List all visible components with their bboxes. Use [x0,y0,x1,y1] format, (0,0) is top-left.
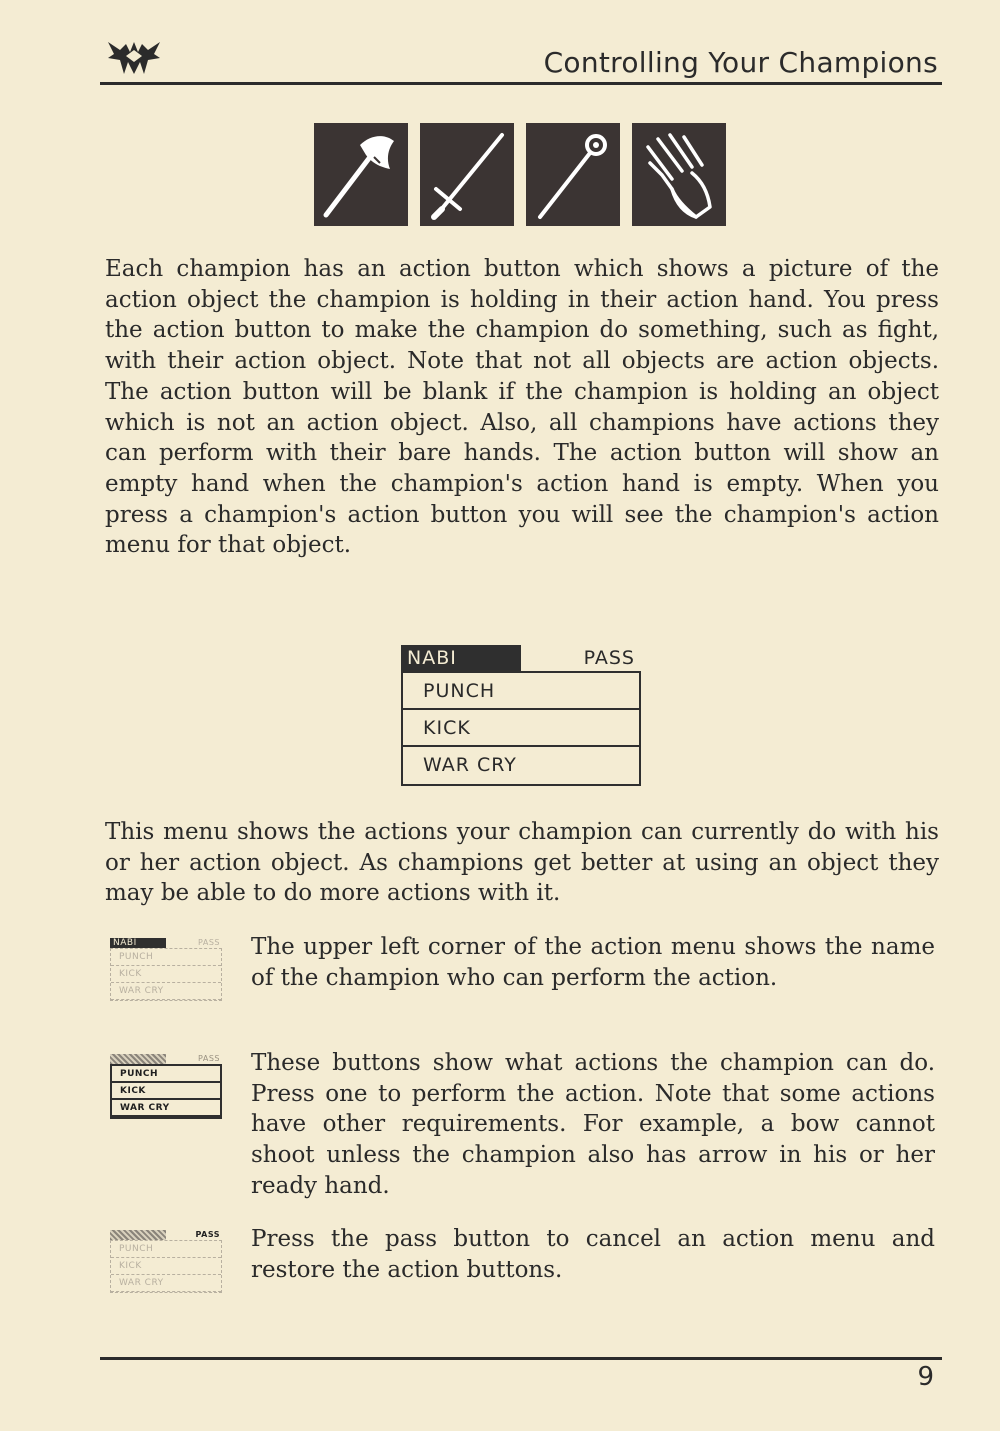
sword-icon [420,123,514,226]
mini-champion-name-masked [110,1230,166,1240]
mini-menu-header [110,1054,222,1064]
mini-item-war-cry: WAR CRY [111,983,221,1000]
pass-button[interactable]: PASS [583,647,635,669]
corner-paragraph: The upper left corner of the action menu shows the name of the champion who can perform the action. [251,934,935,991]
action-button-war-cry[interactable]: WAR CRY [423,754,517,776]
mini-menu-name-highlight [110,938,222,1001]
menu-description-paragraph: This menu shows the actions your champion can currently do with his or her action object. As champions get better at using an object they may be able to do more actions with it. [105,819,939,907]
header-rule [100,82,942,85]
mini-champion-name: NABI [110,938,166,948]
axe-icon [314,123,408,226]
winged-crest-icon [106,38,162,78]
mini-item-punch: PUNCH [111,949,221,966]
pass-paragraph: Press the pass button to cancel an action menu and restore the action buttons. [251,1226,935,1283]
mini-menu-items [110,1240,222,1293]
action-menu-example [401,645,641,786]
mini-item-war-cry: WAR CRY [112,1100,220,1117]
mini-menu-header [110,1230,222,1240]
mini-item-punch: PUNCH [111,1241,221,1258]
mini-champion-name-masked [110,1054,166,1064]
action-button-kick[interactable]: KICK [403,710,639,747]
mini-menu-pass-highlight [110,1230,222,1293]
mini-menu-items [110,1064,222,1119]
buttons-paragraph: These buttons show what actions the champion can do. Press one to perform the action. Note that some actions have other requirements. For example, a bow cannot shoot unless the champion also has arrow in his or her ready hand. [251,1050,935,1199]
mini-item-kick: KICK [111,1258,221,1275]
mini-item-punch: PUNCH [112,1066,220,1083]
action-icons-row [314,123,726,226]
mini-menu-items [110,948,222,1001]
action-button-punch[interactable]: PUNCH [403,673,639,710]
page-title: Controlling Your Champions [543,46,938,79]
mini-menu-header [110,938,222,948]
mini-pass-label: PASS [195,1230,220,1239]
mini-item-war-cry: WAR CRY [111,1275,221,1292]
page-number: 9 [917,1362,934,1392]
open-hand-icon [632,123,726,226]
intro-paragraph: Each champion has an action button which shows a picture of the action object the champion is holding in their action hand. You press the action button to make the champion do something, such as fight, with their action object. Note that not all objects are action objects. The action button will be blank if the champion is holding an object which is not an action object. Also, all champions have actions they can perform with their bare hands. The action button will show an empty hand when the champion's action hand is empty. When you press a champion's action button you will see the champion's action menu for that object. [105,256,939,559]
action-menu-items [401,671,641,786]
champion-name-label: NABI [401,645,521,671]
mini-pass-label: PASS [198,1054,220,1063]
footer-rule [100,1357,942,1360]
mini-item-kick: KICK [111,966,221,983]
mini-menu-buttons-highlight [110,1054,222,1119]
action-menu-header [401,645,641,671]
mini-item-kick: KICK [112,1083,220,1100]
mini-pass-label: PASS [198,938,220,947]
staff-icon [526,123,620,226]
